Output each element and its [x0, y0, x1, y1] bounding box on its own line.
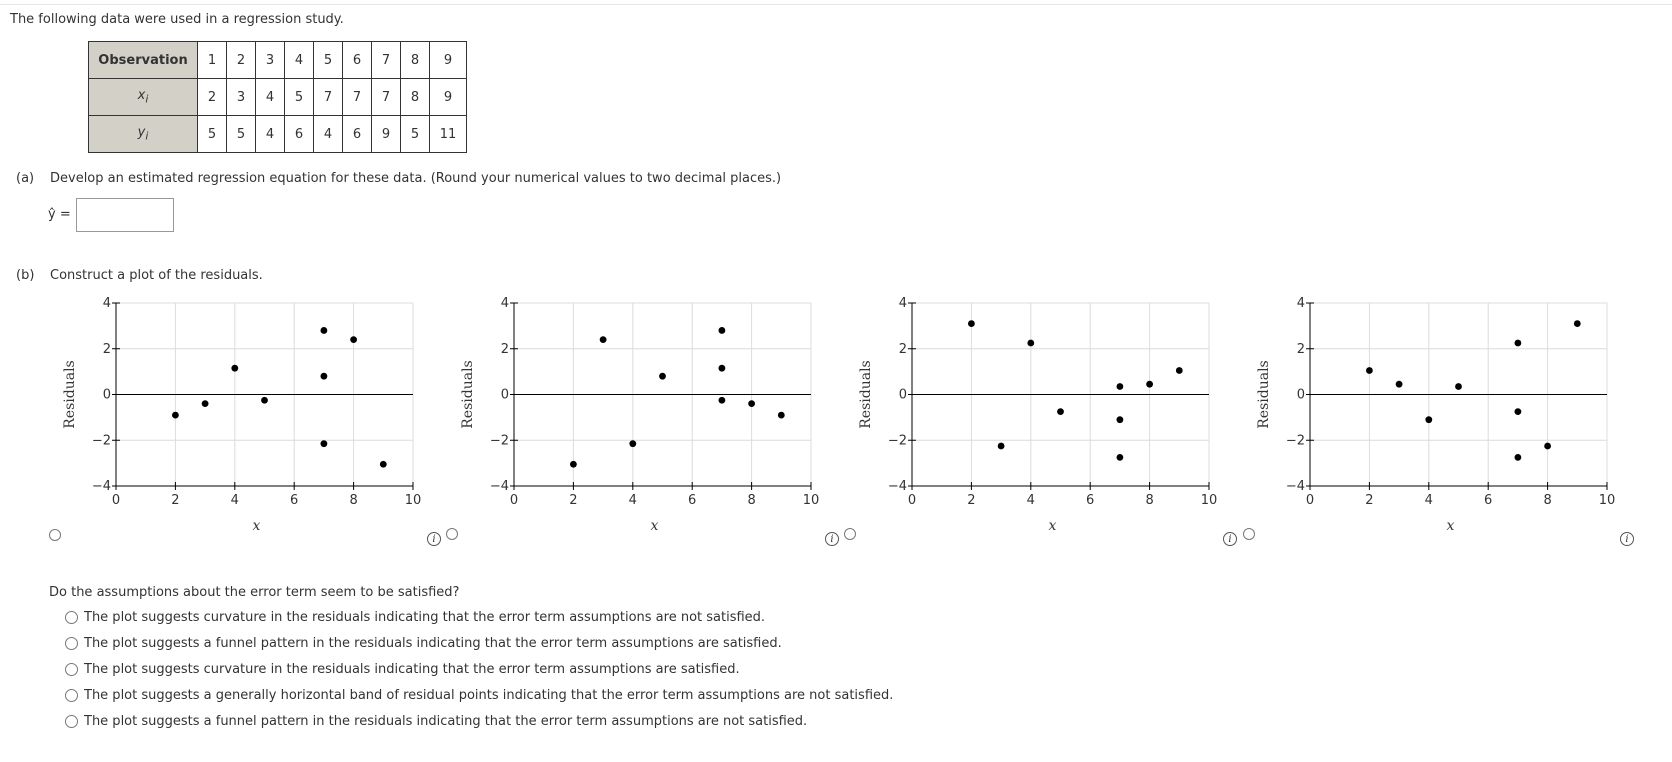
- table-row: [89, 116, 467, 153]
- residual-point: [998, 443, 1005, 450]
- table-cell: 11: [430, 116, 467, 153]
- table-cell: 7: [372, 42, 401, 79]
- yhat-label: ŷ =: [48, 207, 71, 222]
- row-header-y-label: y: [137, 125, 146, 141]
- residual-point: [1176, 367, 1183, 374]
- table-cell: 4: [285, 42, 314, 79]
- choice-text: The plot suggests curvature in the residuals indicating that the error term assumptions are satisfied.: [84, 662, 740, 677]
- residual-plot-4-svg: [1254, 290, 1634, 540]
- table-cell: 5: [227, 116, 256, 153]
- y-axis-title: Residuals: [858, 360, 874, 429]
- residual-point: [1455, 383, 1462, 390]
- table-cell: 7: [314, 79, 343, 116]
- residual-point: [719, 397, 726, 404]
- residual-point: [1515, 340, 1522, 347]
- row-header-x: [89, 79, 198, 116]
- x-tick-label: 4: [1424, 493, 1433, 508]
- residual-point: [1425, 416, 1432, 423]
- regression-equation-input[interactable]: [76, 198, 174, 232]
- part-a-text: Develop an estimated regression equation for these data. (Round your numerical values to two decimal places.): [50, 171, 782, 186]
- residual-plot-1: [60, 290, 440, 540]
- y-tick-label: 2: [102, 341, 111, 357]
- x-tick-label: 8: [349, 493, 358, 508]
- x-tick-label: 0: [1305, 493, 1315, 508]
- top-divider: [0, 0, 1672, 5]
- table-cell: 2: [227, 42, 256, 79]
- residual-point: [1146, 381, 1153, 388]
- residual-point: [1544, 443, 1551, 450]
- residual-point: [321, 373, 328, 380]
- x-tick-label: 8: [1543, 493, 1552, 508]
- residual-point: [261, 397, 268, 404]
- table-cell: 9: [372, 116, 401, 153]
- table-cell: 6: [285, 116, 314, 153]
- row-header-x-sub: i: [145, 92, 149, 106]
- choice-radio[interactable]: [65, 637, 78, 650]
- table-cell: 5: [198, 116, 227, 153]
- y-axis-title: Residuals: [62, 360, 78, 429]
- residual-plot-1-svg: [60, 290, 440, 540]
- choice-option[interactable]: [65, 636, 782, 651]
- residual-point: [321, 440, 328, 447]
- y-tick-label: 2: [500, 341, 509, 357]
- x-axis-title: x: [650, 518, 659, 534]
- choice-radio[interactable]: [65, 689, 78, 702]
- choice-radio[interactable]: [65, 611, 78, 624]
- y-tick-label: 4: [1296, 296, 1305, 311]
- x-tick-label: 10: [1598, 493, 1616, 508]
- residual-plot-3: [856, 290, 1236, 540]
- info-icon[interactable]: i: [825, 532, 839, 546]
- row-header-observation: Observation: [89, 42, 198, 79]
- residual-point: [1396, 381, 1403, 388]
- y-tick-label: −2: [489, 433, 509, 449]
- choice-text: The plot suggests a generally horizontal band of residual points indicating that the error term assumptions are not satisfied.: [84, 688, 894, 703]
- residual-point: [1515, 454, 1522, 461]
- table-cell: 5: [401, 116, 430, 153]
- x-tick-label: 8: [1145, 493, 1154, 508]
- part-b-label: (b): [16, 268, 35, 283]
- y-tick-label: −4: [1285, 479, 1305, 494]
- x-tick-label: 10: [1200, 493, 1218, 508]
- table-row: [89, 79, 467, 116]
- intro-text: The following data were used in a regression study.: [10, 12, 344, 27]
- x-tick-label: 6: [1086, 493, 1095, 508]
- table-cell: 6: [343, 42, 372, 79]
- table-cell: 5: [314, 42, 343, 79]
- choice-radio[interactable]: [65, 663, 78, 676]
- row-header-y-sub: i: [145, 129, 149, 143]
- part-a-label: (a): [16, 171, 35, 186]
- residual-point: [350, 336, 357, 343]
- x-tick-label: 8: [747, 493, 756, 508]
- x-axis-title: x: [1048, 518, 1057, 534]
- choice-text: The plot suggests curvature in the residuals indicating that the error term assumptions are not satisfied.: [84, 610, 766, 625]
- x-tick-label: 6: [1484, 493, 1493, 508]
- y-tick-label: −2: [91, 433, 111, 449]
- x-axis-title: x: [1446, 518, 1455, 534]
- choice-option[interactable]: [65, 714, 807, 729]
- y-tick-label: 2: [898, 341, 907, 357]
- y-tick-label: −2: [887, 433, 907, 449]
- residual-point: [1057, 408, 1064, 415]
- table-cell: 9: [430, 79, 467, 116]
- table-cell: 1: [198, 42, 227, 79]
- residual-point: [1027, 340, 1034, 347]
- choice-text: The plot suggests a funnel pattern in the residuals indicating that the error term assumptions are satisfied.: [84, 636, 782, 651]
- residual-point: [1117, 454, 1124, 461]
- y-axis-title: Residuals: [1256, 360, 1272, 429]
- table-cell: 9: [430, 42, 467, 79]
- choice-radio[interactable]: [65, 715, 78, 728]
- residual-plot-2: [458, 290, 838, 540]
- plot-1-radio[interactable]: [49, 529, 61, 541]
- table-cell: 4: [314, 116, 343, 153]
- residual-point: [600, 336, 607, 343]
- residual-point: [778, 412, 785, 419]
- y-tick-label: 4: [500, 296, 509, 311]
- table-row: [89, 42, 467, 79]
- plot-4-radio[interactable]: [1243, 528, 1255, 540]
- x-tick-label: 10: [404, 493, 422, 508]
- choice-text: The plot suggests a funnel pattern in the residuals indicating that the error term assumptions are not satisfied.: [84, 714, 808, 729]
- residual-point: [659, 373, 666, 380]
- residual-point: [719, 327, 726, 334]
- x-tick-label: 2: [171, 493, 180, 508]
- x-tick-label: 2: [967, 493, 976, 508]
- y-tick-label: 4: [102, 296, 111, 311]
- assumption-question: Do the assumptions about the error term seem to be satisfied?: [49, 585, 460, 600]
- row-header-y: [89, 116, 198, 153]
- y-tick-label: −2: [1285, 433, 1305, 449]
- y-tick-label: 2: [1296, 341, 1305, 357]
- y-tick-label: 4: [898, 296, 907, 311]
- residual-plot-3-svg: [856, 290, 1236, 540]
- x-tick-label: 4: [628, 493, 637, 508]
- residual-point: [231, 365, 238, 372]
- table-cell: 7: [372, 79, 401, 116]
- table-cell: 5: [285, 79, 314, 116]
- table-cell: 3: [256, 42, 285, 79]
- y-tick-label: 0: [102, 387, 111, 403]
- residual-point: [1366, 367, 1373, 374]
- residual-point: [172, 412, 179, 419]
- info-icon[interactable]: i: [1620, 532, 1634, 546]
- part-b-prompt: [16, 268, 263, 283]
- residual-point: [321, 327, 328, 334]
- residual-point: [1117, 383, 1124, 390]
- x-tick-label: 0: [111, 493, 121, 508]
- residual-plot-2-svg: [458, 290, 838, 540]
- data-table: [88, 41, 467, 153]
- choice-option[interactable]: [65, 610, 765, 625]
- choice-option[interactable]: [65, 662, 740, 677]
- x-tick-label: 4: [230, 493, 239, 508]
- plot-2-radio[interactable]: [446, 528, 458, 540]
- table-cell: 4: [256, 79, 285, 116]
- choice-option[interactable]: [65, 688, 893, 703]
- residual-point: [1574, 320, 1581, 327]
- info-icon[interactable]: i: [427, 532, 441, 546]
- residual-point: [629, 440, 636, 447]
- residual-point: [570, 461, 577, 468]
- y-tick-label: 0: [500, 387, 509, 403]
- residual-point: [1117, 416, 1124, 423]
- row-header-x-label: x: [137, 88, 146, 104]
- x-axis-title: x: [252, 518, 261, 534]
- y-tick-label: −4: [91, 479, 111, 494]
- x-tick-label: 6: [688, 493, 697, 508]
- y-tick-label: −4: [489, 479, 509, 494]
- residual-point: [748, 400, 755, 407]
- residual-point: [380, 461, 387, 468]
- x-tick-label: 0: [509, 493, 519, 508]
- plot-3-radio[interactable]: [844, 528, 856, 540]
- table-cell: 7: [343, 79, 372, 116]
- table-cell: 8: [401, 79, 430, 116]
- y-tick-label: 0: [898, 387, 907, 403]
- part-a-prompt: [16, 171, 781, 186]
- info-icon[interactable]: i: [1223, 532, 1237, 546]
- part-b-text: Construct a plot of the residuals.: [50, 268, 263, 283]
- x-tick-label: 2: [1365, 493, 1374, 508]
- residual-point: [719, 365, 726, 372]
- table-cell: 6: [343, 116, 372, 153]
- x-tick-label: 6: [290, 493, 299, 508]
- residual-point: [202, 400, 209, 407]
- residual-point: [968, 320, 975, 327]
- y-axis-title: Residuals: [460, 360, 476, 429]
- y-tick-label: −4: [887, 479, 907, 494]
- x-tick-label: 4: [1026, 493, 1035, 508]
- table-cell: 4: [256, 116, 285, 153]
- x-tick-label: 0: [907, 493, 917, 508]
- table-cell: 2: [198, 79, 227, 116]
- table-cell: 8: [401, 42, 430, 79]
- residual-plot-4: [1254, 290, 1634, 540]
- x-tick-label: 2: [569, 493, 578, 508]
- x-tick-label: 10: [802, 493, 820, 508]
- residual-point: [1515, 408, 1522, 415]
- y-tick-label: 0: [1296, 387, 1305, 403]
- table-cell: 3: [227, 79, 256, 116]
